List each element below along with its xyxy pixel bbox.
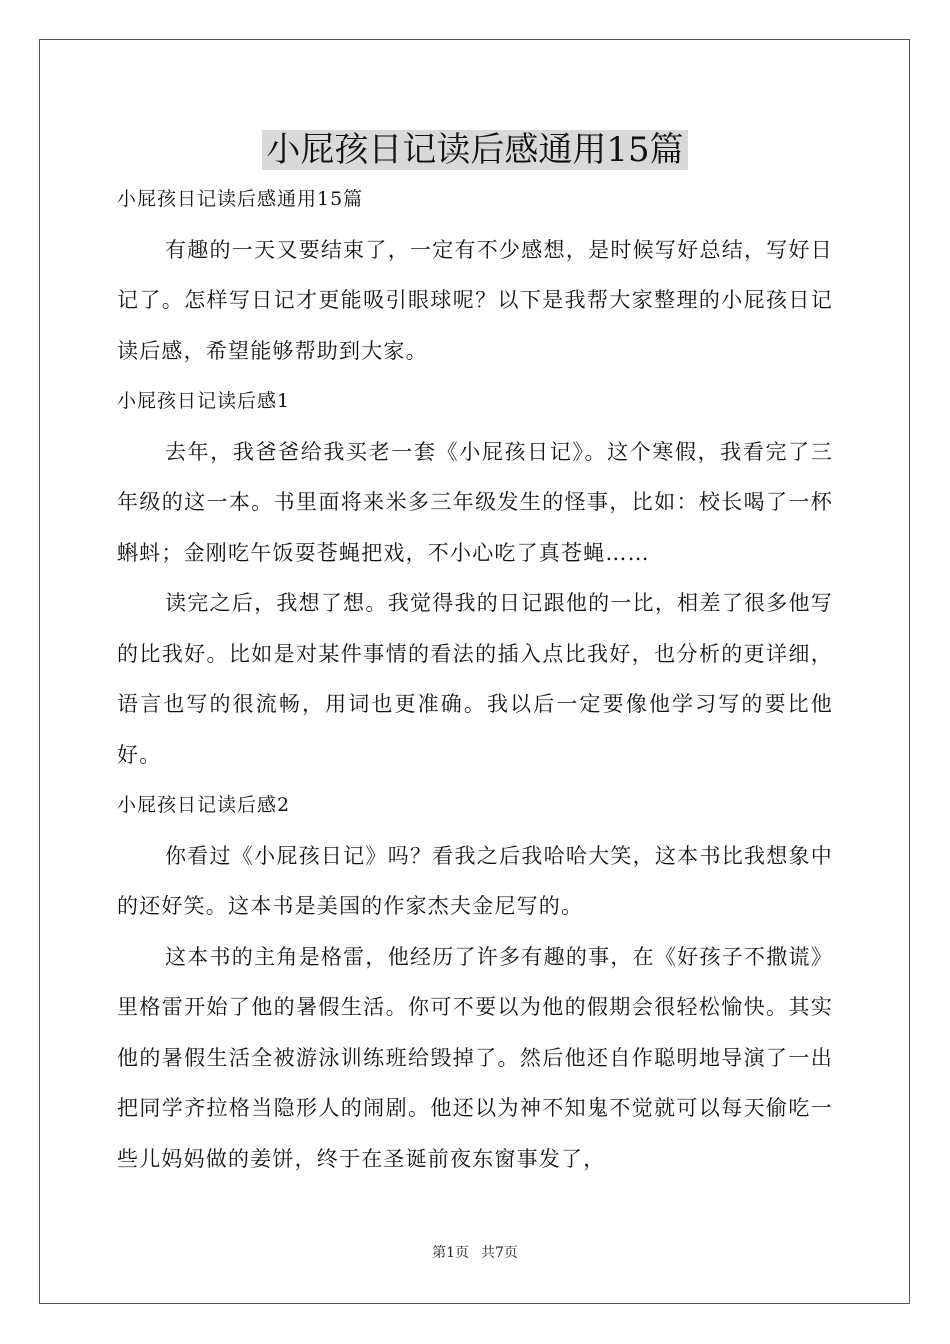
section-2-paragraph-1: 你看过《小屁孩日记》吗？看我之后我哈哈大笑，这本书比我想象中的还好笑。这本书是美国的作家杰夫金尼写的。 <box>117 843 833 918</box>
document-title-text: 小屁孩日记读后感通用15篇 <box>262 130 687 170</box>
page-footer <box>0 1244 950 1262</box>
document-body <box>117 174 833 1184</box>
section-1-paragraph-1: 去年，我爸爸给我买老一套《小屁孩日记》。这个寒假，我看完了三年级的这一本。书里面将来米多三年级发生的怪事，比如：校长喝了一杯蝌蚪；金刚吃午饭耍苍蝇把戏，不小心吃了真苍蝇…… <box>117 439 833 565</box>
page-total: 共7页 <box>481 1245 518 1261</box>
section-1-paragraph-2: 读完之后，我想了想。我觉得我的日记跟他的一比，相差了很多他写的比我好。比如是对某件事情的看法的插入点比我好，也分析的更详细，语言也写的很流畅，用词也更准确。我以后一定要像他学习写的要比他好。 <box>117 591 833 767</box>
section-heading-1: 小屁孩日记读后感1 <box>117 390 291 412</box>
page-number: 第1页 <box>432 1245 469 1261</box>
document-title <box>0 124 950 176</box>
section-2-paragraph-2: 这本书的主角是格雷，他经历了许多有趣的事，在《好孩子不撒谎》里格雷开始了他的暑假生活。你可不要以为他的假期会很轻松愉快。其实他的暑假生活全被游泳训练班给毁掉了。然后他还自作聪明地导演了一出把同学齐拉格当隐形人的闹剧。他还以为神不知鬼不觉就可以每天偷吃一些儿妈妈做的姜饼，终于在圣诞前夜东窗事发了， <box>117 944 833 1171</box>
section-heading-2: 小屁孩日记读后感2 <box>117 794 291 816</box>
intro-paragraph: 有趣的一天又要结束了，一定有不少感想，是时候写好总结，写好日记了。怎样写日记才更能吸引眼球呢？以下是我帮大家整理的小屁孩日记读后感，希望能够帮助到大家。 <box>117 237 833 363</box>
subtitle-line: 小屁孩日记读后感通用15篇 <box>117 188 364 210</box>
